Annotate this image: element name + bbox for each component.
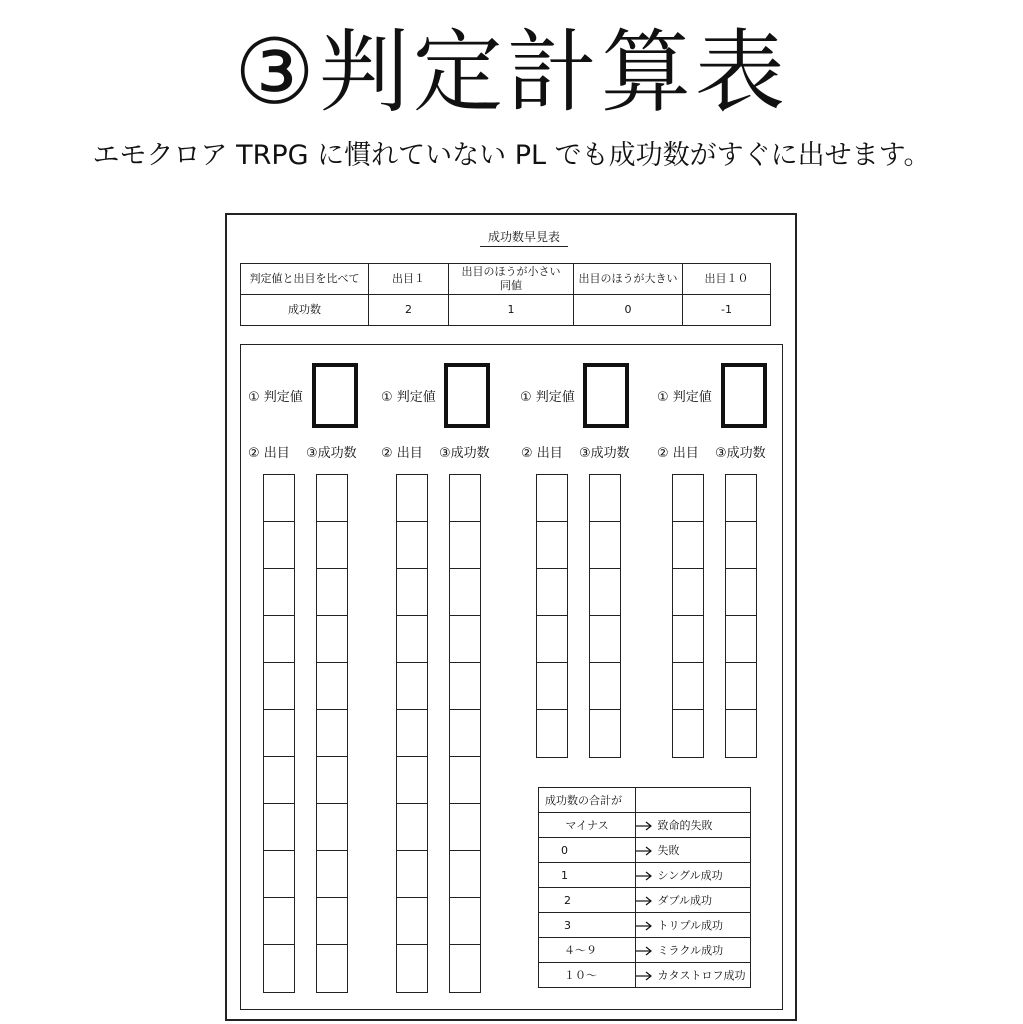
result-outcome: カタストロフ成功 <box>657 969 746 982</box>
entry-cell[interactable] <box>317 898 347 945</box>
judge-value-label: ① 判定値 <box>520 390 575 405</box>
entry-cell[interactable] <box>673 522 703 569</box>
entry-cell[interactable] <box>397 710 427 757</box>
roll-column <box>672 474 704 758</box>
roll-label: ② 出目 <box>381 446 423 461</box>
reference-header-cell: 出目１ <box>369 264 449 295</box>
judge-value-box[interactable] <box>583 363 629 428</box>
result-outcome: 失敗 <box>657 844 680 857</box>
entry-cell[interactable] <box>450 945 480 992</box>
judge-value-label: ① 判定値 <box>381 390 436 405</box>
entry-cell[interactable] <box>317 616 347 663</box>
result-outcome-cell <box>636 888 751 913</box>
judge-value-label: ① 判定値 <box>248 390 303 405</box>
entry-cell[interactable] <box>726 663 756 710</box>
entry-cell[interactable] <box>397 475 427 522</box>
success-count-label: ③成功数 <box>306 446 357 461</box>
entry-cell[interactable] <box>537 569 567 616</box>
result-outcome: 致命的失敗 <box>657 819 713 832</box>
result-outcome: ダブル成功 <box>657 894 713 907</box>
entry-cell[interactable] <box>450 804 480 851</box>
result-outcome-cell <box>636 913 751 938</box>
entry-cell[interactable] <box>450 569 480 616</box>
entry-cell[interactable] <box>397 898 427 945</box>
result-outcome-cell <box>636 963 751 988</box>
entry-cell[interactable] <box>673 663 703 710</box>
arrow-right-icon <box>636 821 654 831</box>
success-count-column <box>449 474 481 993</box>
entry-cell[interactable] <box>397 851 427 898</box>
result-outcome-cell <box>636 938 751 963</box>
result-header-row <box>539 788 751 813</box>
entry-cell[interactable] <box>264 663 294 710</box>
entry-cell[interactable] <box>590 616 620 663</box>
entry-cell[interactable] <box>726 569 756 616</box>
entry-cell[interactable] <box>537 475 567 522</box>
entry-cell[interactable] <box>450 663 480 710</box>
entry-cell[interactable] <box>397 522 427 569</box>
entry-cell[interactable] <box>264 475 294 522</box>
result-sum: １０～ <box>539 963 636 988</box>
page-subtitle: エモクロア TRPG に慣れていない PL でも成功数がすぐに出せます。 <box>92 140 931 171</box>
entry-cell[interactable] <box>537 663 567 710</box>
result-outcome-cell <box>636 863 751 888</box>
entry-cell[interactable] <box>450 522 480 569</box>
reference-header-cell: 出目１０ <box>683 264 771 295</box>
judge-value-box[interactable] <box>444 363 490 428</box>
result-row <box>539 963 751 988</box>
entry-cell[interactable] <box>450 757 480 804</box>
entry-cell[interactable] <box>450 475 480 522</box>
reference-value-row <box>241 295 771 326</box>
entry-cell[interactable] <box>317 475 347 522</box>
result-row <box>539 913 751 938</box>
result-header-label: 成功数の合計が <box>539 788 636 813</box>
success-count-column <box>589 474 621 758</box>
result-row <box>539 863 751 888</box>
entry-cell[interactable] <box>264 569 294 616</box>
result-sum: ４～９ <box>539 938 636 963</box>
entry-cell[interactable] <box>317 663 347 710</box>
reference-header-cell: 判定値と出目を比べて <box>241 264 369 295</box>
entry-cell[interactable] <box>590 569 620 616</box>
result-row <box>539 813 751 838</box>
entry-cell[interactable] <box>264 522 294 569</box>
entry-cell[interactable] <box>673 710 703 757</box>
judge-value-box[interactable] <box>721 363 767 428</box>
arrow-right-icon <box>636 896 654 906</box>
entry-cell[interactable] <box>264 898 294 945</box>
entry-cell[interactable] <box>537 522 567 569</box>
arrow-right-icon <box>636 921 654 931</box>
entry-cell[interactable] <box>450 851 480 898</box>
entry-cell[interactable] <box>317 710 347 757</box>
result-header-blank <box>636 788 751 813</box>
success-count-column <box>316 474 348 993</box>
arrow-right-icon <box>636 871 654 881</box>
entry-cell[interactable] <box>264 804 294 851</box>
success-count-label: ③成功数 <box>715 446 766 461</box>
entry-cell[interactable] <box>397 804 427 851</box>
success-reference-table <box>240 263 771 326</box>
entry-cell[interactable] <box>726 616 756 663</box>
roll-label: ② 出目 <box>521 446 563 461</box>
entry-cell[interactable] <box>317 851 347 898</box>
entry-cell[interactable] <box>590 710 620 757</box>
entry-cell[interactable] <box>726 475 756 522</box>
entry-cell[interactable] <box>673 475 703 522</box>
entry-cell[interactable] <box>450 616 480 663</box>
judge-value-box[interactable] <box>312 363 358 428</box>
entry-cell[interactable] <box>317 804 347 851</box>
entry-cell[interactable] <box>317 569 347 616</box>
entry-cell[interactable] <box>450 898 480 945</box>
entry-cell[interactable] <box>264 851 294 898</box>
entry-cell[interactable] <box>397 569 427 616</box>
roll-column <box>263 474 295 993</box>
entry-cell[interactable] <box>590 663 620 710</box>
result-table <box>538 787 751 988</box>
result-row <box>539 838 751 863</box>
entry-cell[interactable] <box>397 663 427 710</box>
reference-value-cell: -1 <box>683 295 771 326</box>
entry-cell[interactable] <box>590 522 620 569</box>
reference-table-title: 成功数早見表 <box>480 229 568 247</box>
entry-cell[interactable] <box>317 757 347 804</box>
reference-header-row <box>241 264 771 295</box>
roll-column <box>396 474 428 993</box>
entry-cell[interactable] <box>264 757 294 804</box>
reference-value-cell: 0 <box>574 295 683 326</box>
entry-cell[interactable] <box>317 945 347 992</box>
entry-cell[interactable] <box>537 710 567 757</box>
arrow-right-icon <box>636 846 654 856</box>
roll-label: ② 出目 <box>248 446 290 461</box>
arrow-right-icon <box>636 946 654 956</box>
entry-cell[interactable] <box>397 757 427 804</box>
result-outcome: シングル成功 <box>657 869 723 882</box>
page-title: ③判定計算表 <box>234 20 789 125</box>
result-outcome: ミラクル成功 <box>657 944 724 957</box>
reference-header-cell: 出目のほうが小さい 同値 <box>449 264 574 295</box>
entry-cell[interactable] <box>590 475 620 522</box>
entry-cell[interactable] <box>673 616 703 663</box>
result-sum: 1 <box>539 863 636 888</box>
result-outcome: トリプル成功 <box>657 919 724 932</box>
result-outcome-cell <box>636 838 751 863</box>
entry-cell[interactable] <box>397 945 427 992</box>
result-sum: 3 <box>539 913 636 938</box>
result-sum: 2 <box>539 888 636 913</box>
entry-cell[interactable] <box>264 710 294 757</box>
entry-cell[interactable] <box>397 616 427 663</box>
reference-value-cell: 2 <box>369 295 449 326</box>
result-sum: マイナス <box>539 813 636 838</box>
entry-cell[interactable] <box>537 616 567 663</box>
success-count-label: ③成功数 <box>439 446 490 461</box>
result-outcome-cell <box>636 813 751 838</box>
entry-cell[interactable] <box>450 710 480 757</box>
reference-value-cell: 1 <box>449 295 574 326</box>
entry-cell[interactable] <box>264 945 294 992</box>
roll-column <box>536 474 568 758</box>
entry-cell[interactable] <box>317 522 347 569</box>
entry-cell[interactable] <box>726 710 756 757</box>
arrow-right-icon <box>636 971 654 981</box>
result-row <box>539 938 751 963</box>
reference-row-label: 成功数 <box>241 295 369 326</box>
entry-cell[interactable] <box>264 616 294 663</box>
entry-cell[interactable] <box>673 569 703 616</box>
result-sum: 0 <box>539 838 636 863</box>
reference-header-cell: 出目のほうが大きい <box>574 264 683 295</box>
success-count-label: ③成功数 <box>579 446 630 461</box>
roll-label: ② 出目 <box>657 446 699 461</box>
entry-cell[interactable] <box>726 522 756 569</box>
success-count-column <box>725 474 757 758</box>
judge-value-label: ① 判定値 <box>657 390 712 405</box>
result-row <box>539 888 751 913</box>
